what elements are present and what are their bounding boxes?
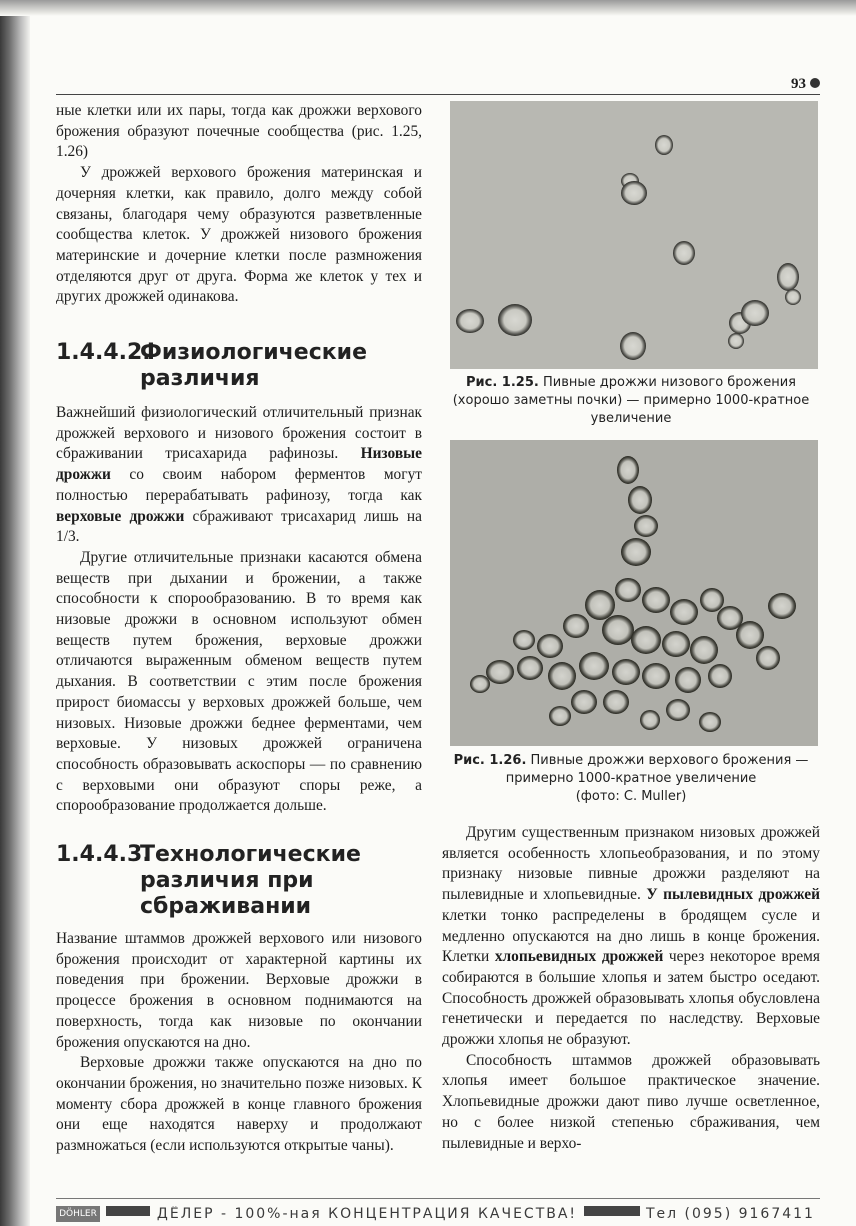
footer-rule: [56, 1198, 820, 1199]
caption-label: Рис. 1.25.: [466, 375, 539, 390]
section-heading-physiological: [56, 340, 422, 392]
paragraph: Важнейший физиологический отличительный признак дрожжей верхового и низового брожения состоит в сбраживании трисахарида рафинозы. Низовые дрожжи со своим набором ферментов могут полностью перерабатывать рафинозу, тогда как верховые дрожжи сбраживают трисахарид лишь на 1/3.: [56, 404, 422, 546]
photo-bottom-fermenting-yeast: [450, 101, 818, 369]
footer-advertisement: [56, 1206, 820, 1226]
paragraph: Способность штаммов дрожжей образовывать хлопья имеет большое практическое значение. Хлопьевидные дрожжи дают пиво лучше осветленное, но с более низкой степенью сбраживания, чем пылевидные и верхо-: [442, 1051, 820, 1152]
right-block: [442, 823, 820, 1154]
yeast-cells-image: [450, 101, 818, 369]
term-bold: хлопьевидных дрожжей: [494, 948, 664, 966]
photo-top-fermenting-yeast: [450, 440, 818, 746]
page-number: 93: [760, 76, 820, 93]
term-bold: Низовые дрожжи: [56, 445, 422, 484]
page-bullet-icon: [810, 78, 820, 88]
footer-slogan: ДЁЛЕР - 100%-ная КОНЦЕНТРАЦИЯ КАЧЕСТВА!: [156, 1206, 578, 1222]
left-block-1: [56, 101, 422, 308]
footer-phone: Тел (095) 9167411: [645, 1206, 815, 1222]
paragraph: Другие отличительные признаки касаются обмена веществ при дыхании и брожении, а также способности к спорообразованию. В то время как низовые дрожжи в основном используют обмен веществ путем брожения, верховые дрожжи отличаются выраженным обменом веществ путем дыхания. В соответствии с этим после брожения прирост биомассы у верховых дрожжей больше, чем низовых. Низовые дрожжи беднее ферментами, чем верховые. У низовых дрожжей ограничена способность образовывать аскоспоры — по сравнению с верховыми они образуют споры реже, а спорообразование продолжается дольше.: [56, 548, 422, 815]
paragraph: Другим существенным признаком низовых дрожжей является особенность хлопьеобразования, и по этому признаку низовые пивные дрожжи разделяют на пылевидные и хлопьевидные. У пылевидных дрожжей клетки тонко распределены в бродящем сусле и медленно опускаются на дно лишь в конце брожения. Клетки хлопьевидных дрожжей через некоторое время собираются в большие хлопья и затем быстро оседают. Способность дрожжей образовывать хлопья обусловлена генетически и передается по наследству. Верховые дрожжи хлопья не образуют.: [442, 824, 820, 1049]
photo-credit: (фото: C. Muller): [575, 789, 687, 804]
book-spine-shadow: [0, 0, 30, 1226]
paragraph: Название штаммов дрожжей верхового или низового брожения происходит от характерной картины их поведения при брожении. Верховые дрожжи в процессе брожения в основном поднимаются на поверхность, тогда как низовые по окончании брожения опускаются на дно.: [56, 930, 422, 1051]
footer-bar: [584, 1206, 640, 1216]
paragraph: У дрожжей верхового брожения материнская и дочерняя клетки, как правило, долго между собой связаны, благодаря чему образуются разветвленные сообщества клеток. У дрожжей низового брожения материнские и дочерние клетки после размножения отделяются друг от друга. Форма же клеток у тех и других дрожжей одинакова.: [56, 164, 422, 306]
section-number: 1.4.4.2.: [56, 340, 151, 365]
caption-fig-1-26: [442, 752, 820, 806]
term-bold: верховые дрожжи: [56, 507, 185, 525]
yeast-cluster-image: [450, 440, 818, 746]
top-edge-shadow: [0, 0, 856, 16]
header-rule: [56, 94, 820, 95]
section-title: Технологические различия при сбраживании: [140, 842, 361, 919]
caption-fig-1-25: [442, 374, 820, 428]
company-logo: DÖHLER: [56, 1206, 100, 1222]
caption-label: Рис. 1.26.: [453, 753, 527, 768]
paragraph: ные клетки или их пары, тогда как дрожжи верхового брожения образуют почечные сообщества (рис. 1.25, 1.26): [56, 102, 422, 161]
footer-bar: [106, 1206, 150, 1216]
caption-text: Пивные дрожжи низового брожения (хорошо заметны почки) — примерно 1000-кратное увеличение: [452, 375, 810, 426]
section-title: Физиологические различия: [140, 340, 368, 391]
caption-text: Пивные дрожжи верхового брожения — примерно 1000-кратное увеличение: [505, 753, 809, 786]
term-bold: У пылевидных дрожжей: [646, 886, 820, 904]
section-heading-technological: [56, 842, 422, 920]
paragraph: Верховые дрожжи также опускаются на дно по окончании брожения, но значительно позже низовых. К моменту сбора дрожжей в конце главного брожения они еще находятся наверху и продолжают размножаться (если используются открытые чаны).: [56, 1054, 422, 1155]
section-number: 1.4.4.3.: [56, 842, 151, 867]
left-block-3: [56, 929, 422, 1157]
left-block-2: [56, 403, 422, 817]
